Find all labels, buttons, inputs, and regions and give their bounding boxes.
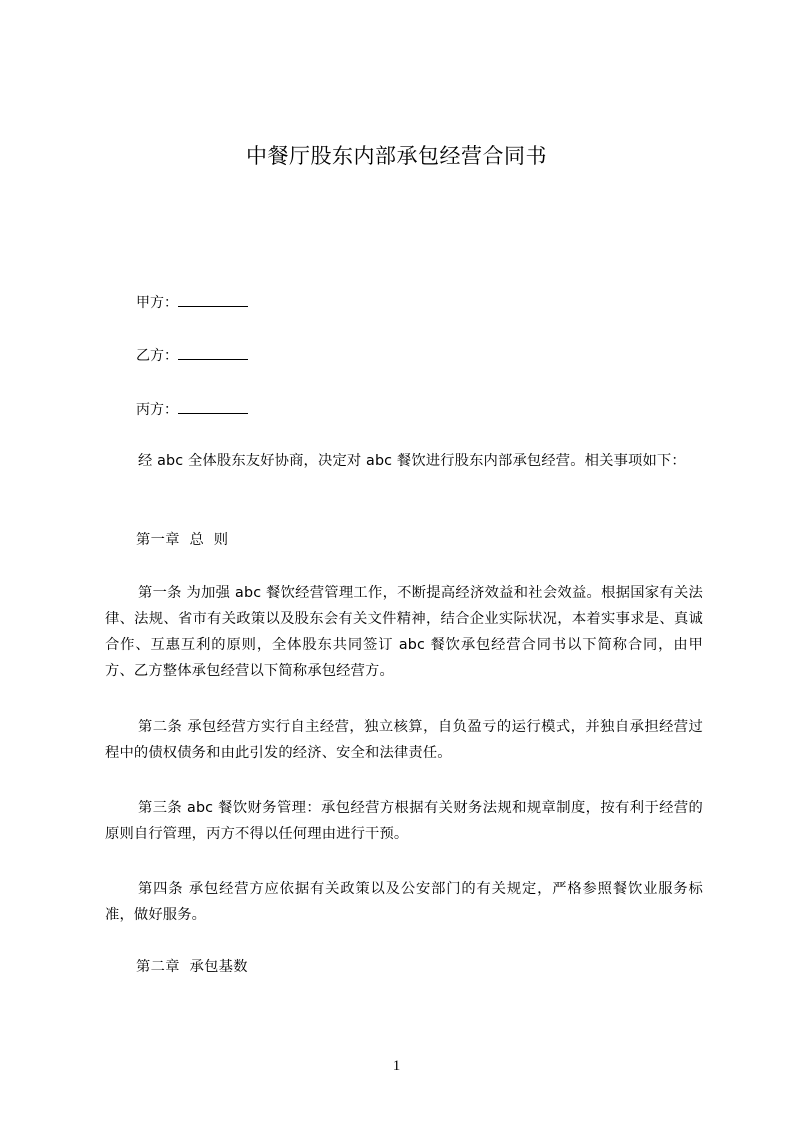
article-4-paragraph: 第四条 承包经营方应依据有关政策以及公安部门的有关规定，严格参照餐饮业服务标准，做好服务。	[105, 881, 703, 923]
intro-paragraph: 经 abc 全体股东友好协商，决定对 abc 餐饮进行股东内部承包经营。相关事项如下：	[138, 453, 686, 469]
chapter-1-heading: 第一章 总 则	[136, 532, 229, 548]
party-b-blank	[178, 345, 248, 360]
chapter-2-heading: 第二章 承包基数	[136, 959, 248, 975]
party-c-label: 丙方：	[136, 402, 178, 418]
party-a-line	[136, 292, 248, 313]
party-a-label: 甲方：	[136, 295, 178, 311]
article-1-paragraph: 第一条 为加强 abc 餐饮经营管理工作，不断提高经济效益和社会效益。根据国家有关法律、法规、省市有关政策以及股东会有关文件精神，结合企业实际状况，本着实事求是、真诚合作、互惠互利的原则，全体股东共同签订 abc 餐饮承包经营合同书以下简称合同，由甲方、乙方整体承包经营以下简称承包经营方。	[105, 585, 703, 679]
party-b-line	[136, 345, 248, 366]
document-title: 中餐厅股东内部承包经营合同书	[246, 144, 547, 168]
party-b-label: 乙方：	[136, 348, 178, 364]
article-2-paragraph: 第二条 承包经营方实行自主经营，独立核算，自负盈亏的运行模式，并独自承担经营过程中的债权债务和由此引发的经济、安全和法律责任。	[105, 719, 703, 761]
party-c-blank	[178, 399, 248, 414]
article-3-paragraph: 第三条 abc 餐饮财务管理：承包经营方根据有关财务法规和规章制度，按有利于经营的原则自行管理，丙方不得以任何理由进行干预。	[105, 800, 703, 842]
party-a-blank	[178, 292, 248, 307]
party-c-line	[136, 399, 248, 420]
page-number: 1	[392, 1058, 401, 1074]
